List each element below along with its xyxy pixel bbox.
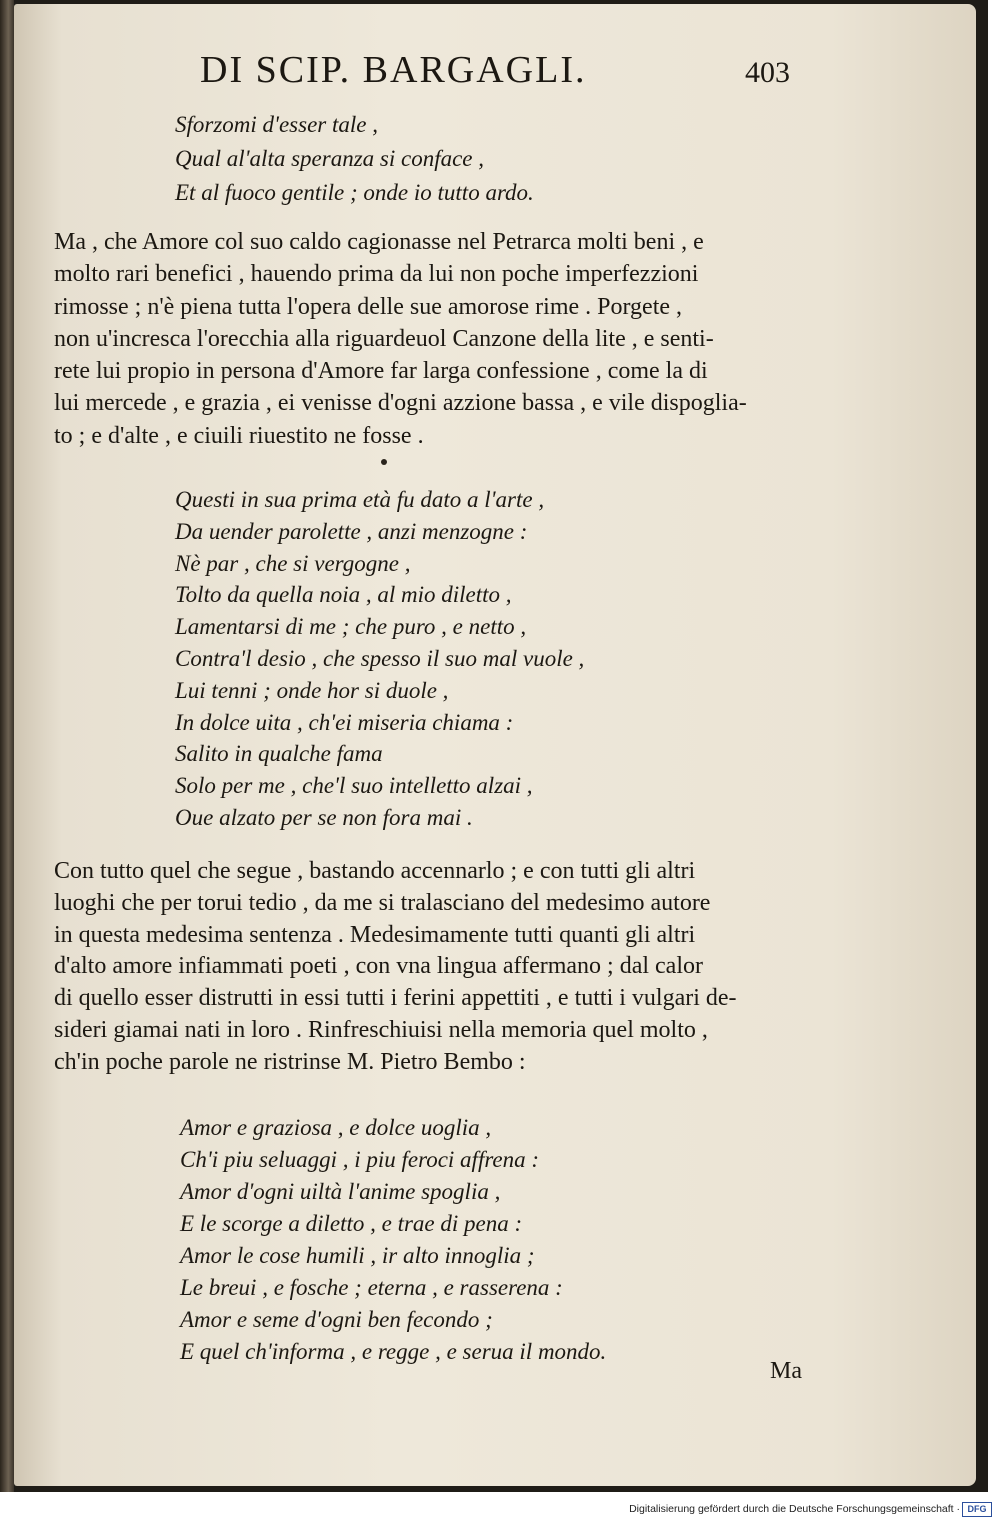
verse-line: In dolce uita , ch'ei miseria chiama : [175,709,514,735]
verse-line: Tolto da quella noia , al mio diletto , [175,582,512,608]
running-head: DI SCIP. BARGAGLI. [200,49,587,91]
verse-line: Nè par , che si vergogne , [175,550,411,576]
verse-line: Lui tenni ; onde hor si duole , [175,677,449,703]
verse-line: Sforzomi d'esser tale , [175,112,378,137]
ink-dot [381,459,387,465]
prose-line: luoghi che per torui tedio , da me si tralasciano del medesimo autore [54,889,711,916]
catchword: Ma [770,1358,802,1384]
digitization-credit: Digitalisierung gefördert durch die Deutsche Forschungsgemeinschaft · [629,1503,960,1515]
verse-line: E quel ch'informa , e regge , e serua il mondo. [180,1339,607,1364]
verse-line: E le scorge a diletto , e trae di pena : [180,1211,523,1236]
verse-line: Questi in sua prima età fu dato a l'arte , [175,487,545,512]
prose-line: di quello esser distrutti in essi tutti i ferini appettiti , e tutti i vulgari de- [54,985,737,1012]
verse-line: Amor e seme d'ogni ben fecondo ; [180,1307,493,1332]
verse-block-canzone-quote [175,484,584,834]
verse-line: Amor d'ogni uiltà l'anime spoglia , [180,1179,501,1204]
verse-line: Solo per me , che'l suo intelletto alzai , [175,773,533,799]
verse-line: Salito in qualche fama [175,741,383,767]
prose-line: ch'in poche parole ne ristrinse M. Pietro Bembo : [54,1048,526,1075]
prose-line: molto rari benefici , hauendo prima da lui non poche imperfezzioni [54,261,699,288]
verse-line: Contra'l desio , che spesso il suo mal vuole , [175,645,585,671]
dfg-logo: DFG [962,1502,992,1517]
prose-line: to ; e d'alte , e ciuili riuestito ne fosse . [54,422,424,449]
verse-line: Lamentarsi di me ; che puro , e netto , [175,614,527,640]
prose-line: Con tutto quel che segue , bastando accennarlo ; e con tutti gli altri [54,858,696,884]
page-number: 403 [745,56,790,89]
prose-line: rete lui propio in persona d'Amore far larga confessione , come la di [54,358,708,385]
verse-block-bembo-quote [180,1112,606,1368]
prose-line: lui mercede , e grazia , ei venisse d'ogni azzione bassa , e vile dispoglia- [54,390,747,417]
verse-line: Oue alzato per se non fora mai . [175,804,473,830]
prose-line: Ma , che Amore col suo caldo cagionasse nel Petrarca molti beni , e [54,229,704,255]
prose-paragraph-2 [54,856,737,1079]
book-spine-edge [0,0,14,1492]
prose-paragraph-1 [54,226,747,452]
prose-line: d'alto amore infiammati poeti , con vna lingua affermano ; dal calor [54,953,703,980]
prose-line: non u'incresca l'orecchia alla riguardeuol Canzone della lite , e senti- [54,325,714,352]
verse-line: Amor le cose humili , ir alto innoglia ; [180,1243,535,1268]
verse-line: Le breui , e fosche ; eterna , e rasserena : [180,1275,563,1300]
prose-line: sideri giamai nati in loro . Rinfreschiuisi nella memoria quel molto , [54,1016,708,1043]
verse-line: Amor e graziosa , e dolce uoglia , [180,1115,492,1140]
page-header [186,48,806,108]
prose-line: rimosse ; n'è piena tutta l'opera delle sue amorose rime . Porgete , [54,293,683,320]
verse-line: Ch'i piu seluaggi , i piu feroci affrena : [180,1147,540,1172]
verse-block-petrarca-quote [175,108,534,210]
verse-line: Et al fuoco gentile ; onde io tutto ardo. [175,180,534,205]
prose-line: in questa medesima sentenza . Medesimamente tutti quanti gli altri [54,921,696,948]
verse-line: Da uender parolette , anzi menzogne : [175,518,528,544]
verse-line: Qual al'alta speranza si conface , [175,146,485,171]
